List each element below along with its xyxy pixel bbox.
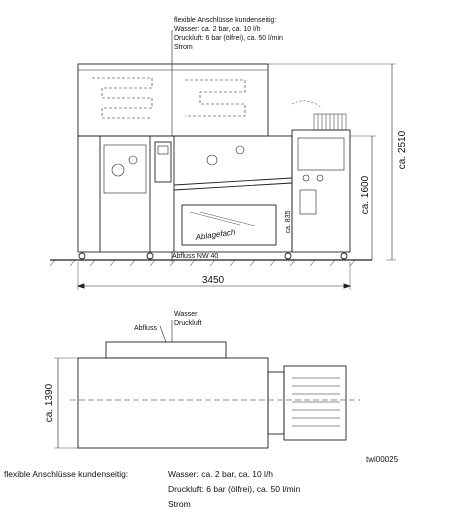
- dimension-total-height: ca. 2510: [397, 130, 408, 170]
- floor-hatch: [50, 260, 355, 266]
- legend-heading: flexible Anschlüsse kundenseitig:: [4, 469, 129, 479]
- legend-air: Druckluft: 6 bar (ölfrei), ca. 50 l/min: [168, 484, 301, 494]
- legend-power: Strom: [168, 499, 191, 509]
- control-panel: [155, 142, 171, 182]
- wheel: [79, 253, 85, 259]
- top-view-connector: [268, 372, 284, 434]
- drain-label: Abfluss NW 40: [172, 253, 219, 260]
- top-view-ribs: [292, 378, 340, 426]
- side-unit-panel: [298, 138, 344, 170]
- top-view-side-unit: [284, 366, 346, 440]
- hood-enclosure: [78, 64, 268, 136]
- side-unit-ribs: [314, 114, 346, 130]
- wheel: [341, 253, 347, 259]
- display-screen: [158, 146, 168, 154]
- hood-piping: [92, 78, 245, 118]
- top-label-air: Druckluft: [174, 320, 202, 327]
- dimension-small-height: ca. 835: [285, 210, 292, 234]
- top-label-drain: Abfluss: [134, 325, 157, 332]
- dimension-mid-height: ca. 1600: [360, 175, 371, 215]
- feed-mechanism: [104, 145, 146, 193]
- drawing-id: twi00025: [366, 455, 399, 464]
- note-heading: flexible Anschlüsse kundenseitig:: [174, 17, 277, 24]
- top-label-water: Wasser: [174, 311, 198, 318]
- wheel: [285, 253, 291, 259]
- note-air: Druckluft: 6 bar (ölfrei), ca. 50 l/min: [174, 35, 283, 42]
- shelf-label: Ablagefach: [195, 227, 236, 242]
- wheel: [147, 253, 153, 259]
- dimension-depth: ca. 1390: [44, 383, 55, 423]
- note-power: Strom: [174, 44, 193, 51]
- machine-body: [78, 136, 292, 252]
- note-water: Wasser: ca. 2 bar, ca. 10 l/h: [174, 26, 261, 33]
- side-unit: [292, 130, 350, 252]
- dimension-width: 3450: [201, 275, 225, 286]
- legend-water: Wasser: ca. 2 bar, ca. 10 l/h: [168, 469, 274, 479]
- top-view-body: [78, 358, 268, 448]
- top-view-hood: [106, 342, 226, 358]
